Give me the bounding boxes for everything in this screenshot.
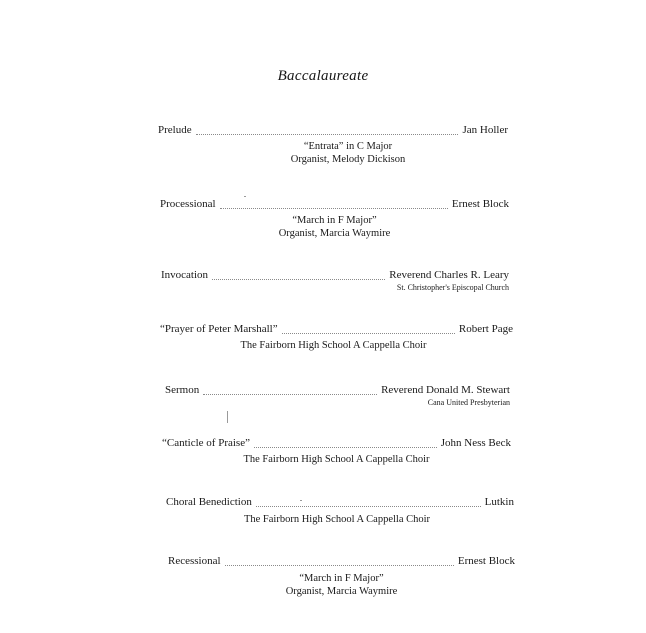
program-entry-invocation [161, 269, 509, 293]
entry-affiliation: Cana United Presbyterian [427, 398, 510, 407]
entry-performer: John Ness Beck [440, 437, 511, 449]
entry-line [158, 124, 508, 137]
entry-performer: Ernest Block [457, 555, 515, 567]
entry-label: “Prayer of Peter Marshall” [160, 323, 278, 335]
entry-label: Recessional [168, 555, 221, 567]
program-entry-prelude [158, 124, 508, 166]
entry-performer: Reverend Charles R. Leary [389, 269, 509, 281]
entry-detail: Organist, Marcia Waymire [285, 586, 398, 597]
program-entry-benediction [166, 496, 514, 526]
program-title: Baccalaureate [277, 68, 369, 84]
scan-speck [244, 196, 246, 197]
program-entry-recessional [168, 555, 515, 598]
entry-label: Prelude [158, 124, 192, 136]
entry-detail: “March in F Major” [299, 573, 384, 584]
entry-label: Invocation [161, 269, 209, 281]
dot-leader [196, 133, 459, 135]
entry-label: “Canticle of Praise” [162, 437, 250, 449]
dot-leader [212, 278, 385, 280]
entry-line [162, 437, 511, 450]
entry-line [161, 269, 509, 282]
entry-affiliation: St. Christopher's Episcopal Church [396, 283, 509, 292]
entry-detail: Organist, Melody Dickison [290, 154, 406, 165]
dot-leader [282, 332, 455, 334]
dot-leader [256, 505, 481, 507]
entry-line [160, 323, 513, 336]
entry-line [168, 555, 515, 568]
program-entry-prayer [160, 323, 513, 352]
dot-leader [220, 207, 448, 209]
dot-leader [254, 446, 437, 448]
entry-performer: Ernest Block [451, 198, 509, 210]
entry-detail: “Entrata” in C Major [303, 141, 393, 152]
entry-line [165, 384, 510, 397]
entry-line [166, 496, 514, 509]
program-entry-processional [160, 198, 509, 240]
entry-label: Choral Benediction [166, 496, 252, 508]
program-entry-canticle [162, 437, 511, 466]
program-entry-sermon [165, 384, 510, 408]
entry-detail: The Fairborn High School A Cappella Choir [240, 340, 427, 351]
scan-speck [300, 500, 302, 501]
dot-leader [225, 564, 454, 566]
scan-speck [227, 411, 228, 423]
entry-performer: Jan Holler [462, 124, 508, 136]
dot-leader [203, 393, 377, 395]
entry-detail: The Fairborn High School A Cappella Choir [243, 514, 431, 525]
entry-label: Sermon [165, 384, 200, 396]
entry-performer: Robert Page [458, 323, 513, 335]
entry-detail: The Fairborn High School A Cappella Choir [243, 454, 430, 465]
entry-line [160, 198, 509, 211]
entry-performer: Reverend Donald M. Stewart [381, 384, 510, 396]
entry-detail: “March in F Major” [292, 215, 377, 226]
entry-label: Processional [160, 198, 216, 210]
entry-performer: Lutkin [484, 496, 514, 508]
entry-detail: Organist, Marcia Waymire [278, 228, 391, 239]
